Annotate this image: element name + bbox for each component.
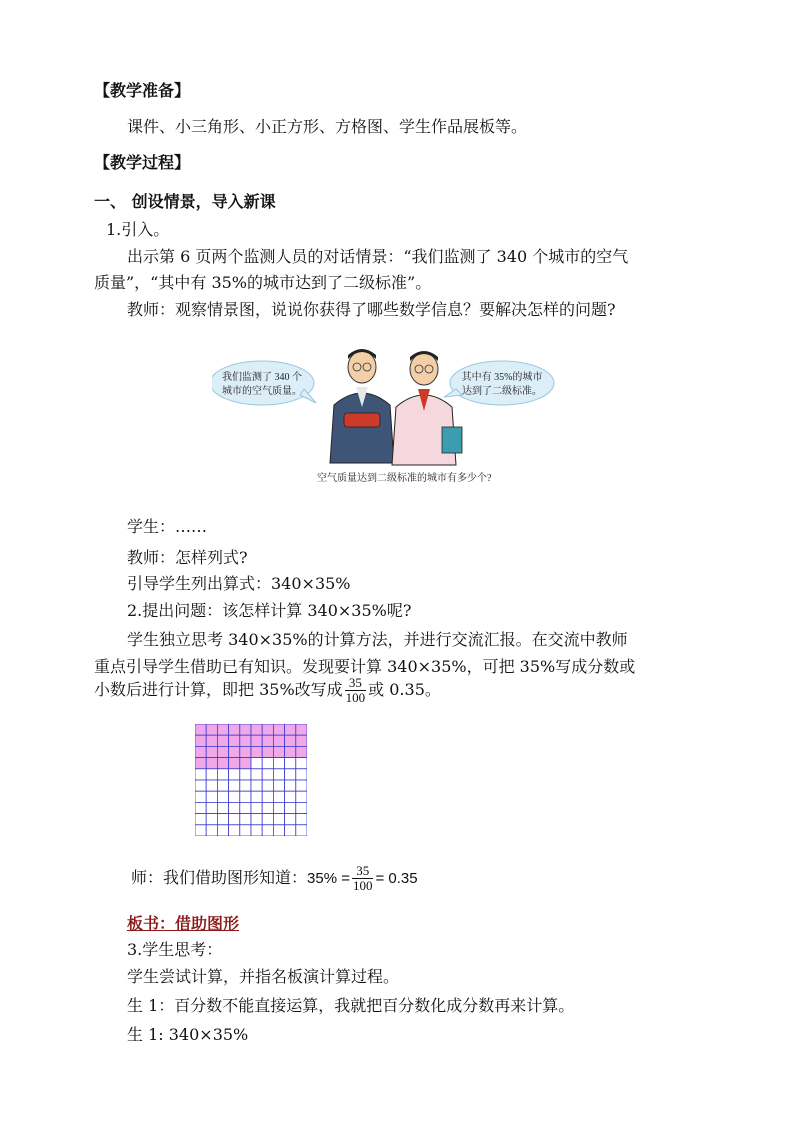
grid-cell-shaded — [296, 724, 307, 735]
grid-cell-shaded — [217, 735, 228, 746]
grid-cell — [296, 814, 307, 825]
grid-cell — [262, 802, 273, 813]
intro-label: 1.引入。 — [106, 220, 170, 239]
grid-cell — [206, 802, 217, 813]
problem-2: 2.提出问题：该怎样计算 340×35%呢? — [127, 601, 412, 620]
grid-cell — [206, 780, 217, 791]
grid-cell — [296, 780, 307, 791]
grid-cell — [251, 814, 262, 825]
think-line-2: 重点引导学生借助已有知识。发现要计算 340×35%，可把 35%写成分数或 — [94, 657, 636, 676]
grid-cell-shaded — [217, 724, 228, 735]
process-heading: 【教学过程】 — [94, 153, 191, 172]
grid-cell-shaded — [195, 724, 206, 735]
grid-cell — [217, 769, 228, 780]
grid-cell-shaded — [251, 746, 262, 757]
think-3: 3.学生思考： — [127, 940, 223, 959]
think-line-3-pre: 小数后进行计算，即把 35%改写成 — [94, 680, 343, 699]
equation-fraction — [352, 864, 374, 893]
grid-cell-shaded — [206, 724, 217, 735]
grid-cell — [273, 791, 284, 802]
grid-cell-shaded — [262, 735, 273, 746]
grid-cell — [262, 791, 273, 802]
grid-cell — [217, 791, 228, 802]
speech-bubble-right — [444, 361, 554, 405]
grid-cell-shaded — [251, 724, 262, 735]
grid-cell — [296, 802, 307, 813]
grid-cell-shaded — [195, 735, 206, 746]
teacher-question: 教师：观察情景图，说说你获得了哪些数学信息？要解决怎样的问题? — [127, 300, 616, 319]
grid-cell — [273, 758, 284, 769]
grid-cell — [251, 802, 262, 813]
grid-cell — [229, 780, 240, 791]
grid-cell — [251, 758, 262, 769]
grid-cell — [217, 780, 228, 791]
grid-cell-shaded — [262, 724, 273, 735]
teacher-question-2: 教师：怎样列式? — [127, 548, 248, 567]
prep-heading: 【教学准备】 — [94, 81, 191, 100]
grid-cell — [217, 825, 228, 836]
grid-cell — [262, 758, 273, 769]
dialogue-illustration — [212, 345, 582, 495]
student-answer: 学生：…… — [127, 517, 208, 536]
grid-cell — [273, 769, 284, 780]
grid-cell — [195, 825, 206, 836]
equation-right: = 0.35 — [375, 870, 418, 887]
grid-cell — [240, 780, 251, 791]
teacher-grid-pre: 师：我们借助图形知道： — [131, 868, 308, 887]
grid-cell — [262, 814, 273, 825]
grid-cell — [195, 814, 206, 825]
intro-paragraph-line1: 出示第 6 页两个监测人员的对话情景：“我们监测了 340 个城市的空气 — [127, 247, 629, 266]
grid-cell — [296, 758, 307, 769]
board-note: 板书：借助图形 — [127, 914, 240, 933]
grid-cell-shaded — [229, 735, 240, 746]
grid-cell-shaded — [273, 724, 284, 735]
bubble-right-line1: 其中有 35%的城市 — [461, 372, 543, 383]
grid-cell — [229, 814, 240, 825]
think-line-3 — [94, 676, 441, 705]
grid-cell — [296, 769, 307, 780]
equation-left: 35% = — [307, 870, 350, 887]
grid-cell — [285, 758, 296, 769]
grid-cell-shaded — [240, 735, 251, 746]
grid-cell — [195, 780, 206, 791]
grid-cell — [217, 802, 228, 813]
grid-cell — [285, 825, 296, 836]
grid-cell — [229, 791, 240, 802]
student1-calculation: 生 1: 340×35% — [127, 1025, 249, 1044]
grid-cell — [206, 791, 217, 802]
grid-cell — [240, 769, 251, 780]
grid-cell — [273, 825, 284, 836]
grid-cell — [273, 802, 284, 813]
teacher-grid-statement — [131, 864, 418, 893]
grid-cell-shaded — [240, 758, 251, 769]
grid-cell-shaded — [206, 746, 217, 757]
grid-cell — [217, 814, 228, 825]
grid-cell — [229, 769, 240, 780]
speech-bubble-left — [212, 361, 316, 405]
grid-cell — [195, 791, 206, 802]
equation-fraction-numerator: 35 — [352, 864, 374, 879]
grid-cell-shaded — [229, 746, 240, 757]
try-calculate: 学生尝试计算，并指名板演计算过程。 — [127, 967, 400, 986]
grid-cell — [262, 769, 273, 780]
part1-heading: 一、 创设情景，导入新课 — [94, 192, 276, 211]
grid-cell — [251, 825, 262, 836]
grid-cell — [195, 802, 206, 813]
inspector-left-figure — [330, 349, 394, 463]
grid-cell-shaded — [229, 724, 240, 735]
grid-cell-shaded — [229, 758, 240, 769]
grid-cell — [251, 769, 262, 780]
grid-cell — [195, 769, 206, 780]
bubble-left-line1: 我们监测了 340 个 — [222, 372, 302, 383]
hundred-square-grid — [195, 724, 307, 836]
grid-cell — [229, 825, 240, 836]
grid-cell-shaded — [285, 746, 296, 757]
grid-cell — [229, 802, 240, 813]
guide-expression: 引导学生列出算式：340×35% — [127, 574, 351, 593]
grid-cell — [206, 814, 217, 825]
grid-cell — [296, 825, 307, 836]
grid-cell — [206, 825, 217, 836]
grid-cell-shaded — [273, 735, 284, 746]
grid-cell-shaded — [251, 735, 262, 746]
grid-cell — [285, 791, 296, 802]
illustration-caption: 空气质量达到二级标准的城市有多少个? — [317, 473, 492, 484]
grid-cell-shaded — [195, 758, 206, 769]
grid-cell-shaded — [262, 746, 273, 757]
think-line-3-post: 或 0.35。 — [368, 680, 441, 699]
grid-cell — [240, 814, 251, 825]
grid-cell-shaded — [296, 735, 307, 746]
grid-cell — [285, 814, 296, 825]
grid-cell — [285, 780, 296, 791]
grid-cell — [240, 791, 251, 802]
grid-cell-shaded — [240, 724, 251, 735]
grid-cell — [262, 780, 273, 791]
grid-cell — [273, 814, 284, 825]
grid-cell-shaded — [195, 746, 206, 757]
grid-cell-shaded — [206, 735, 217, 746]
grid-cell — [262, 825, 273, 836]
grid-cell-shaded — [217, 746, 228, 757]
grid-cell — [251, 791, 262, 802]
grid-cell-shaded — [217, 758, 228, 769]
grid-cell — [240, 825, 251, 836]
grid-cell-shaded — [273, 746, 284, 757]
fraction-numerator: 35 — [345, 676, 367, 691]
grid-cell — [240, 802, 251, 813]
think-line-1: 学生独立思考 340×35%的计算方法，并进行交流汇报。在交流中教师 — [127, 630, 628, 649]
grid-cell — [206, 769, 217, 780]
grid-cell — [251, 780, 262, 791]
grid-svg — [195, 724, 307, 836]
grid-cell-shaded — [285, 724, 296, 735]
grid-cell-shaded — [296, 746, 307, 757]
grid-cell — [273, 780, 284, 791]
grid-cell — [285, 802, 296, 813]
fraction-35-over-100 — [345, 676, 367, 705]
grid-cell-shaded — [206, 758, 217, 769]
fraction-denominator: 100 — [345, 690, 366, 705]
intro-paragraph-line2: 质量”，“其中有 35%的城市达到了二级标准”。 — [94, 273, 432, 292]
grid-cell-shaded — [240, 746, 251, 757]
equation-fraction-denominator: 100 — [352, 878, 373, 893]
bubble-right-line2: 达到了二级标准。 — [462, 386, 542, 397]
bubble-left-line2: 城市的空气质量。 — [222, 386, 302, 397]
prep-text: 课件、小三角形、小正方形、方格图、学生作品展板等。 — [127, 117, 528, 136]
grid-cell-shaded — [285, 735, 296, 746]
grid-cell — [296, 791, 307, 802]
student1-statement: 生 1：百分数不能直接运算，我就把百分数化成分数再来计算。 — [127, 996, 575, 1015]
inspector-right-figure — [392, 351, 462, 465]
grid-cell — [285, 769, 296, 780]
